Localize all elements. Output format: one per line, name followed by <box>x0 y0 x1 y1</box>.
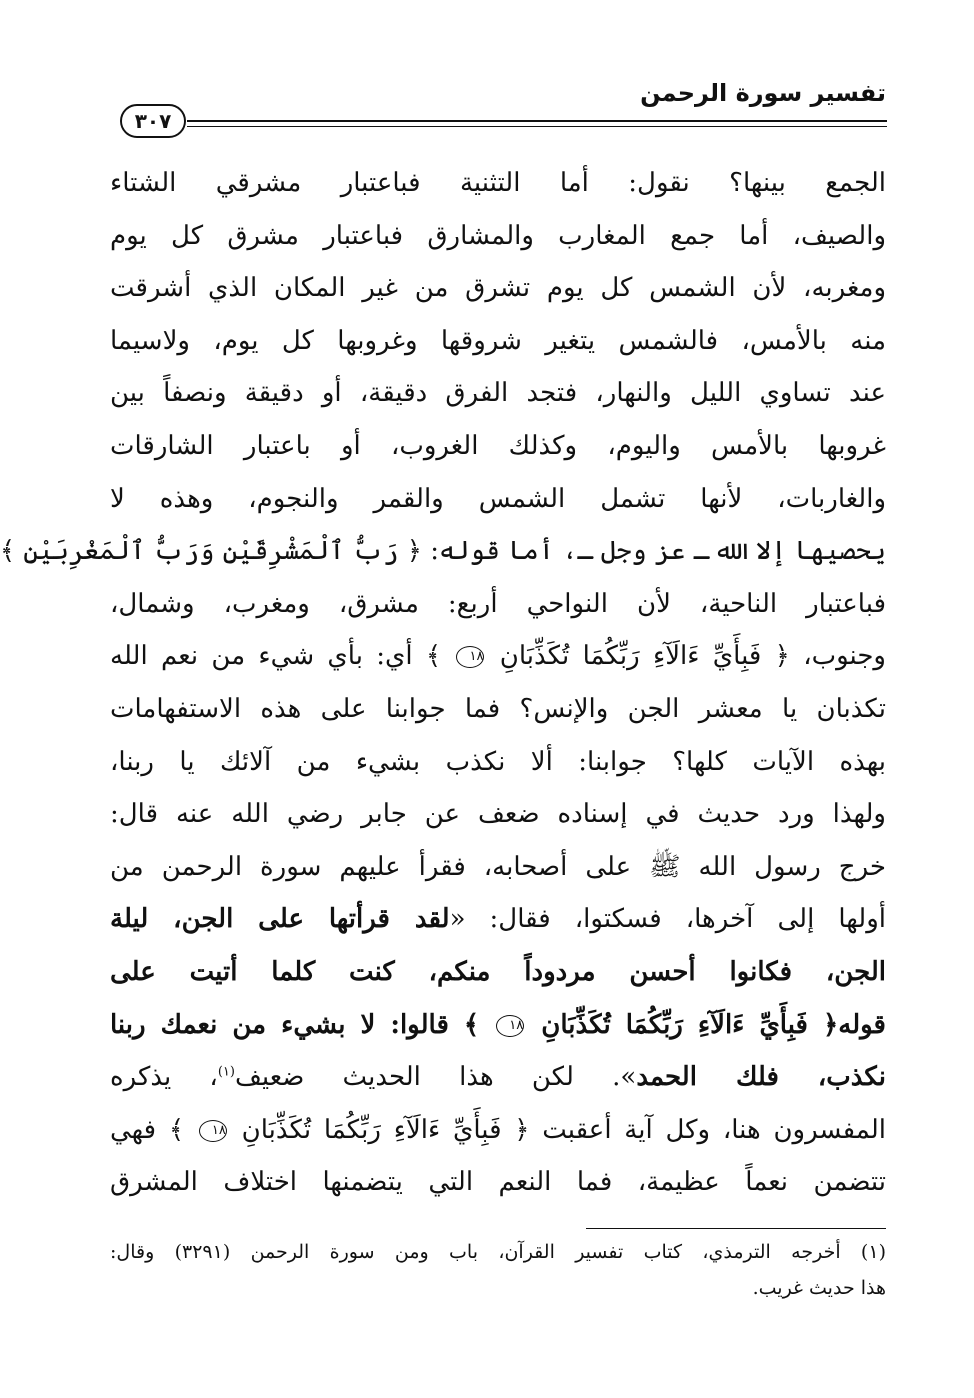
text-segment: منه بالأمس، فالشمس يتغير شروقها وغروبها كل يوم، ولاسيما <box>110 325 886 356</box>
text-segment: تتضمن نعماً عظيمة، فما النعم التي يتضمنها اختلاف المشرق <box>110 1167 886 1198</box>
text-line <box>110 473 886 526</box>
text-line <box>110 630 886 683</box>
text-segment: الجمع بينها؟ نقول: أما التثنية فباعتبار مشرقي الشتاء <box>110 168 886 198</box>
text-line <box>110 315 886 368</box>
text-segment: ، يذكره <box>110 1062 218 1093</box>
text-segment: أولها إلى آخرها، فسكتوا، فقال: « <box>449 904 886 935</box>
bold-text-segment: ﴾ قالوا: لا بشيء من نعمك ربنا <box>110 1009 495 1040</box>
header-rule-bottom <box>187 126 887 127</box>
header-rule-top <box>187 120 887 122</box>
text-segment: وجنوب، ﴿ فَبِأَيِّ ءَالَآءِ رَبِّكُمَا تُكَذِّبَانِ <box>486 641 886 672</box>
text-line <box>110 578 886 631</box>
text-line <box>110 1156 886 1209</box>
text-line <box>110 841 886 894</box>
bold-text-segment: الجن، فكانوا أحسن مردوداً منكم، كنت كلما أتيت على <box>110 956 886 987</box>
text-segment: ﴾ أي: بأي شيء من نعم الله <box>110 641 455 672</box>
text-segment: ولهذا ورد حديث في إسناده ضعف عن جابر رضي الله عنه قال: <box>110 799 886 830</box>
text-line <box>110 367 886 420</box>
text-segment: عند تساوي الليل والنهار، فتجد الفرق دقيقة، أو دقيقة ونصفاً بين <box>110 378 886 409</box>
bold-text-segment: نكذب، فلك الحمد <box>636 1062 886 1093</box>
text-line <box>110 683 886 736</box>
text-line <box>110 736 886 789</box>
text-line <box>110 262 886 315</box>
text-segment: ﴾ فهي <box>110 1114 197 1145</box>
footnote-line-2: هذا حديث غريب. <box>752 1277 886 1299</box>
text-line <box>110 788 886 841</box>
text-segment: ومغربه، لأن الشمس كل يوم تشرق من غير المكان الذي أشرقت <box>110 273 886 304</box>
text-segment: خرج رسول الله ﷺ على أصحابه، فقرأ عليهم سورة الرحمن من <box>110 851 886 882</box>
text-segment: المفسرون هنا، وكل آية أعقبت ﴿ فَبِأَيِّ ءَالَآءِ رَبِّكُمَا تُكَذِّبَانِ <box>228 1114 886 1145</box>
ayah-number-marker: ١٨ <box>199 1120 227 1142</box>
ayah-number-marker: ١٨ <box>496 1015 524 1037</box>
bold-text-segment: لقد قرأتها على الجن، ليلة <box>110 904 450 935</box>
footnote-reference: (١) <box>217 1064 235 1080</box>
header-double-rule <box>187 120 887 130</box>
text-line <box>110 420 886 473</box>
text-line <box>110 157 886 210</box>
ayah-number-marker: ١٨ <box>456 646 484 668</box>
text-line <box>0 525 886 578</box>
footnote-separator <box>586 1228 886 1229</box>
text-segment: بهذه الآيات كلها؟ جوابنا: ألا نكذب بشيء من آلائك يا ربنا، <box>110 746 886 777</box>
text-segment: والغاربات، لأنها تشمل الشمس والقمر والنجوم، وهذه لا <box>110 483 886 514</box>
bold-text-segment: قوله﴿ فَبِأَيِّ ءَالَآءِ رَبِّكُمَا تُكَذِّبَانِ <box>526 1009 886 1040</box>
text-segment: يحصيها إلا الله ـ عز وجل ـ، أما قوله: ﴿ رَبُّ ٱلْمَشْرِقَيْنِ وَرَبُّ ٱلْمَغْرِبَيْنِ ﴾ <box>0 536 886 567</box>
running-header-title: تفسير سورة الرحمن <box>640 79 886 107</box>
text-line <box>110 893 886 946</box>
text-segment: تكذبان يا معشر الجن والإنس؟ فما جوابنا على هذه الاستفهامات <box>110 693 886 724</box>
text-segment: غروبها بالأمس واليوم، وكذلك الغروب، أو باعتبار الشارقات <box>110 430 886 461</box>
page-number-badge: ٣٠٧ <box>120 104 186 138</box>
main-text-block <box>0 157 886 1209</box>
text-line <box>110 1104 886 1157</box>
text-segment: ». لكن هذا الحديث ضعيف <box>234 1062 637 1093</box>
footnote-line-1: (١) أخرجه الترمذي، كتاب تفسير القرآن، باب ومن سورة الرحمن (٣٢٩١) وقال: <box>110 1241 886 1263</box>
text-line <box>110 210 886 263</box>
text-line <box>110 1051 886 1104</box>
text-line <box>110 946 886 999</box>
footnote-block <box>110 1234 886 1306</box>
text-segment: فباعتبار الناحية، لأن النواحي أربع: مشرق، ومغرب، وشمال، <box>110 588 886 619</box>
text-segment: والصيف، أما جمع المغارب والمشارق فباعتبار مشرق كل يوم <box>110 220 886 251</box>
text-line <box>110 999 886 1052</box>
